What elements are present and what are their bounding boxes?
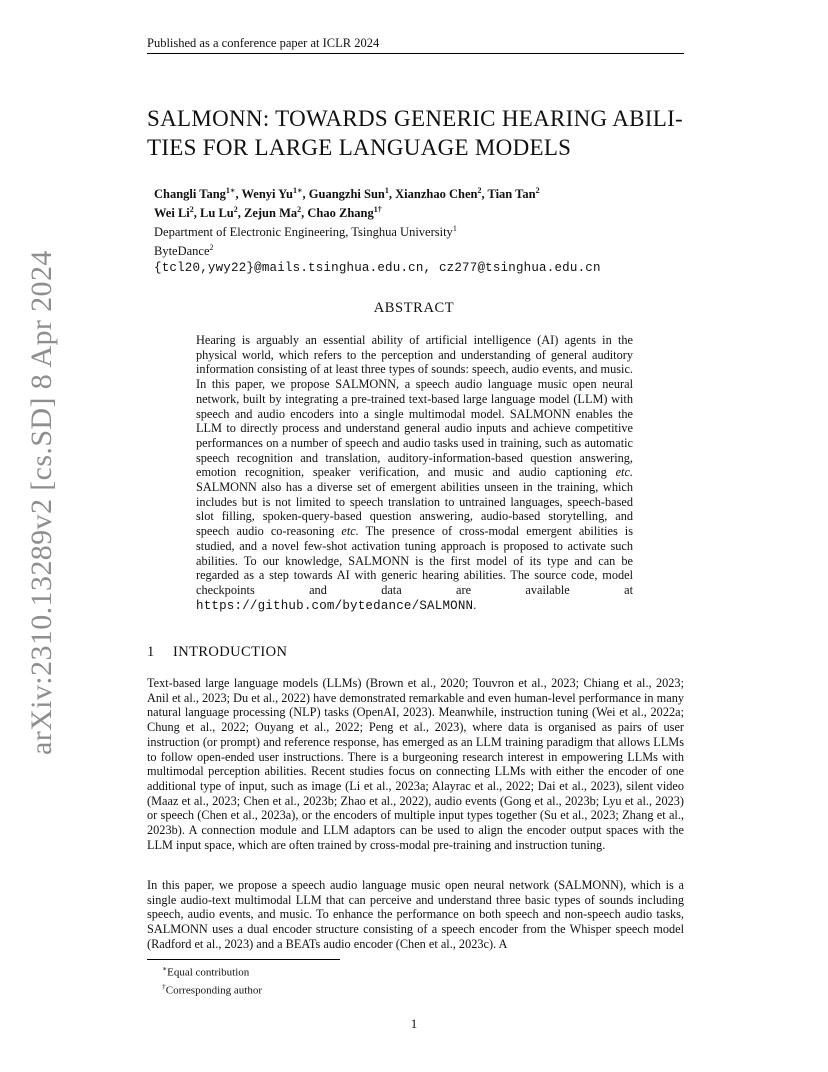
- footnotes: [162, 962, 262, 998]
- title-line-1: SALMONN: TOWARDS GENERIC HEARING ABILI-: [147, 106, 684, 131]
- author-affiliation-mark: 2: [297, 205, 302, 215]
- author-affiliation-mark: 2: [189, 205, 194, 215]
- affiliation-2: [154, 240, 674, 259]
- section-heading-introduction: [147, 644, 287, 661]
- title-line-2: TIES FOR LARGE LANGUAGE MODELS: [147, 135, 572, 160]
- footnote-rule: [147, 959, 340, 960]
- running-header: Published as a conference paper at ICLR 2024: [147, 36, 380, 50]
- section-title: INTRODUCTION: [173, 644, 288, 660]
- author-name: , Guangzhi Sun: [302, 187, 385, 202]
- github-link[interactable]: https://github.com/bytedance/SALMONN: [196, 598, 474, 613]
- footnote-text: Corresponding author: [165, 984, 262, 997]
- author-affiliation-mark: 2: [233, 205, 238, 215]
- paper-title: [147, 104, 692, 162]
- abstract-etc-1: etc.: [615, 465, 633, 480]
- footnote-text: Equal contribution: [167, 966, 250, 979]
- author-name: , Chao Zhang: [301, 206, 374, 221]
- author-name: Wei Li: [154, 206, 190, 221]
- author-affiliation-mark: 1†: [373, 205, 382, 215]
- author-block: [154, 183, 674, 276]
- affiliation-2-mark: 2: [209, 243, 214, 253]
- author-affiliation-mark: 2: [535, 186, 540, 195]
- author-emails: {tcl20,ywy22}@mails.tsinghua.edu.cn, cz277@tsinghua.edu.cn: [154, 260, 601, 275]
- header-rule: [147, 53, 684, 54]
- footnote-equal-contribution: [162, 962, 262, 980]
- author-name: , Wenyi Yu: [235, 187, 294, 202]
- abstract-etc-2: etc.: [341, 524, 359, 539]
- author-affiliation-mark: 1∗: [293, 186, 303, 195]
- intro-paragraph-1: Text-based large language models (LLMs) (Brown et al., 2020; Touvron et al., 2023; Chiang et al., 2023; Anil et al., 2023; Du et al., 2022) have demonstrated remarkable and even human-level performance in many natural language processing (NLP) tasks (OpenAI, 2023). Meanwhile, instruction tuning (Wei et al., 2022a; Chung et al., 2022; Ouyang et al., 2022; Peng et al., 2023), where data is organised as pairs of user instruction (or prompt) and reference response, has emerged as an LLM training paradigm that allows LLMs to follow open-ended user instructions. There is a burgeoning research interest in empowering LLMs with multimodal perception abilities. Recent studies focus on connecting LLMs with either the encoder of one additional type of input, such as image (Li et al., 2023a; Alayrac et al., 2022; Dai et al., 2023), silent video (Maaz et al., 2023; Chen et al., 2023b; Zhao et al., 2022), audio events (Gong et al., 2023b; Lyu et al., 2023) or speech (Chen et al., 2023a), or the encoders of multiple input types together (Su et al., 2023; Zhang et al., 2023b). A connection module and LLM adaptors can be used to align the encoder output spaces with the LLM input space, which are often trained by cross-modal pre-training and instruction tuning.: [147, 676, 684, 852]
- author-name: , Tian Tan: [481, 187, 536, 202]
- affiliation-1: [154, 221, 674, 240]
- footnote-mark: †: [162, 982, 166, 992]
- intro-paragraph-2: In this paper, we propose a speech audio language music open neural network (SALMONN), which is a single audio-text multimodal LLM that can perceive and understand three basic types of sounds including speech, audio events, and music. To enhance the performance on both speech and non-speech audio tasks, SALMONN uses a dual encoder structure consisting of a speech encoder from the Whisper speech model (Radford et al., 2023) and a BEATs audio encoder (Chen et al., 2023c). A: [147, 878, 684, 951]
- footnote-corresponding-author: [162, 980, 262, 998]
- page-number: 1: [410, 1016, 418, 1031]
- author-name: , Lu Lu: [193, 206, 234, 221]
- affiliation-2-text: ByteDance: [154, 244, 210, 259]
- abstract-text-1: Hearing is arguably an essential ability of artificial intelligence (AI) agents in the physical world, which refers to the perception and understanding of general auditory information consisting of at least three types of sounds: speech, audio events, and music. In this paper, we propose SALMONN, a speech audio language music open neural network, built by integrating a pre-trained text-based large language model (LLM) with speech and audio encoders into a single multimodal model. SALMONN enables the LLM to directly process and understand general audio inputs and achieve competitive performances on a number of speech and audio tasks used in training, such as automatic speech recognition and translation, auditory-information-based question answering, emotion recognition, speaker verification, and music and audio captioning: [196, 333, 633, 480]
- author-affiliation-mark: 1: [384, 186, 389, 195]
- abstract-body: [196, 333, 633, 613]
- section-number: 1: [147, 644, 155, 660]
- author-name: , Zejun Ma: [237, 206, 298, 221]
- author-names-line-2: [154, 202, 674, 221]
- arxiv-identifier: arXiv:2310.13289v2 [cs.SD] 8 Apr 2024: [25, 250, 58, 755]
- author-name: Changli Tang: [154, 187, 226, 202]
- abstract-text-2: SALMONN also has a diverse set of emergent abilities unseen in the training, which includes but is not limited to speech translation to untrained languages, speech-based slot filling, spoken-query-based question answering, audio-based storytelling, and speech audio co-reasoning: [196, 480, 633, 539]
- author-name: , Xianzhao Chen: [388, 187, 478, 202]
- affiliation-1-text: Department of Electronic Engineering, Tsinghua University: [154, 225, 453, 240]
- abstract-text-end: .: [473, 597, 477, 612]
- author-names-line-1: [154, 183, 674, 202]
- author-affiliation-mark: 2: [477, 186, 482, 195]
- abstract-heading: ABSTRACT: [373, 300, 455, 316]
- affiliation-1-mark: 1: [452, 224, 457, 234]
- footnote-mark: ∗: [162, 964, 168, 973]
- author-affiliation-mark: 1∗: [225, 186, 236, 195]
- abstract-text-3: The presence of cross-modal emergent abilities is studied, and a novel few-shot activation tuning approach is proposed to activate such abilities. To our knowledge, SALMONN is the first model of its type and can be regarded as a step towards AI with generic hearing abilities. The source code, model checkpoints and data are available at: [196, 524, 633, 597]
